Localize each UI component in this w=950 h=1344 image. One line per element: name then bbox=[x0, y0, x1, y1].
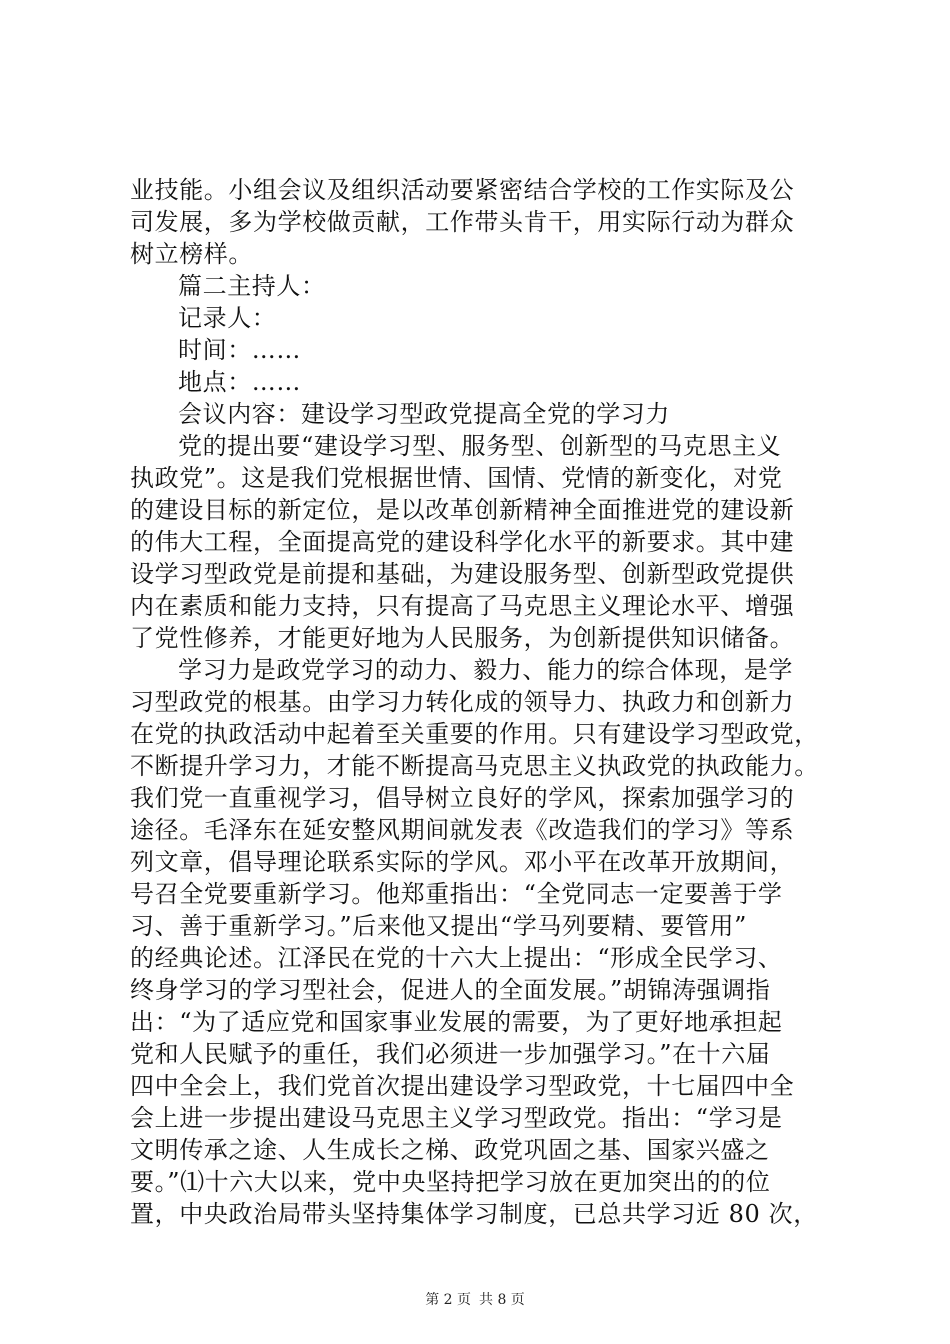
text-line: 四中全会上，我们党首次提出建设学习型政党，十七届四中全 bbox=[130, 1072, 795, 1100]
text-line: 时间：…… bbox=[178, 336, 301, 364]
text-line: 会上进一步提出建设马克思主义学习型政党。指出：“学习是 bbox=[130, 1104, 783, 1132]
text-line: 终身学习的学习型社会，促进人的全面发展。”胡锦涛强调指 bbox=[130, 976, 771, 1004]
page-number: 第 2 页 bbox=[425, 1292, 471, 1308]
text-line: 内在素质和能力支持，只有提高了马克思主义理论水平、增强 bbox=[130, 592, 795, 620]
text-line: 记录人： bbox=[178, 304, 277, 332]
text-line: 的伟大工程，全面提高党的建设科学化水平的新要求。其中建 bbox=[130, 528, 795, 556]
text-line: 执政党”。这是我们党根据世情、国情、党情的新变化，对党 bbox=[130, 464, 783, 492]
text-line: 习型政党的根基。由学习力转化成的领导力、执政力和创新力 bbox=[130, 688, 795, 716]
text-line: 出：“为了适应党和国家事业发展的需要，为了更好地承担起 bbox=[130, 1008, 783, 1036]
document-body bbox=[130, 174, 830, 1230]
page-total: 共 8 页 bbox=[479, 1292, 525, 1308]
page-footer bbox=[0, 1290, 950, 1310]
text-line: 途径。毛泽东在延安整风期间就发表《改造我们的学习》等系 bbox=[130, 816, 795, 844]
text-line: 号召全党要重新学习。他郑重指出：“全党同志一定要善于学 bbox=[130, 880, 783, 908]
text-line: 设学习型政党是前提和基础，为建设服务型、创新型政党提供 bbox=[130, 560, 795, 588]
text-line: 我们党一直重视学习，倡导树立良好的学风，探索加强学习的 bbox=[130, 784, 795, 812]
text-line: 习、善于重新学习。”后来他又提出“学马列要精、要管用” bbox=[130, 912, 748, 940]
text-line: 地点：…… bbox=[178, 368, 301, 396]
text-line: 树立榜样。 bbox=[130, 240, 253, 268]
text-line: 不断提升学习力，才能不断提高马克思主义执政党的执政能力。 bbox=[130, 752, 819, 780]
text-line: 业技能。小组会议及组织活动要紧密结合学校的工作实际及公 bbox=[130, 176, 795, 204]
text-line: 篇二主持人： bbox=[178, 272, 326, 300]
text-line: 在党的执政活动中起着至关重要的作用。只有建设学习型政党， bbox=[130, 720, 819, 748]
text-line: 了党性修养，才能更好地为人民服务，为创新提供知识储备。 bbox=[130, 624, 795, 652]
text-line: 文明传承之途、人生成长之梯、政党巩固之基、国家兴盛之 bbox=[130, 1136, 770, 1164]
text-line: 的建设目标的新定位，是以改革创新精神全面推进党的建设新 bbox=[130, 496, 795, 524]
text-line: 的经典论述。江泽民在党的十六大上提出：“形成全民学习、 bbox=[130, 944, 783, 972]
text-line: 会议内容：建设学习型政党提高全党的学习力 bbox=[178, 400, 670, 428]
text-line: 学习力是政党学习的动力、毅力、能力的综合体现，是学 bbox=[178, 656, 793, 684]
text-line: 党的提出要“建设学习型、服务型、创新型的马克思主义 bbox=[178, 432, 782, 460]
text-line: 要。”⑴十六大以来，党中央坚持把学习放在更加突出的的位 bbox=[130, 1168, 771, 1196]
text-line: 司发展，多为学校做贡献，工作带头肯干，用实际行动为群众 bbox=[130, 208, 795, 236]
text-line: 置，中央政治局带头坚持集体学习制度，已总共学习近 80 次， bbox=[130, 1200, 818, 1228]
text-line: 党和人民赋予的重任，我们必须进一步加强学习。”在十六届 bbox=[130, 1040, 771, 1068]
text-line: 列文章，倡导理论联系实际的学风。邓小平在改革开放期间， bbox=[130, 848, 795, 876]
